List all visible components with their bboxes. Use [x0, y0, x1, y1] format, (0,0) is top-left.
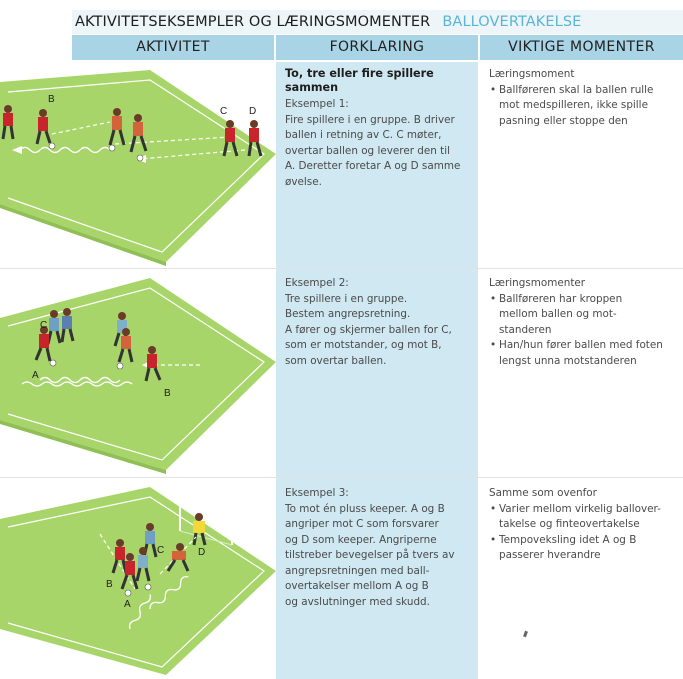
player-label-c: C	[157, 545, 165, 556]
page-title: AKTIVITETSEKSEMPLER OG LÆRINGSMOMENTER	[75, 14, 431, 30]
player-label-b: B	[106, 579, 113, 590]
example-label: Eksempel 1:	[285, 98, 349, 110]
explanation-line: overtar ballen og leverer den til	[285, 144, 451, 157]
pitch-diagram-example-3	[0, 479, 276, 679]
points-heading: Samme som ovenfor	[489, 487, 597, 499]
player-label-a: A	[32, 370, 39, 381]
row-divider	[0, 268, 683, 269]
explanation-example-3	[285, 486, 475, 610]
explanation-line: øvelse.	[285, 175, 322, 188]
key-points-example-1	[489, 67, 679, 129]
pitch-surface	[0, 70, 276, 262]
ball	[49, 143, 55, 149]
pitch-diagram-example-2	[0, 270, 276, 475]
ball	[50, 360, 56, 366]
explanation-example-2	[285, 276, 475, 369]
points-heading: Læringsmomenter	[489, 277, 586, 289]
explanation-line: angrepsretningen med ball-	[285, 564, 430, 577]
explanation-line: Fire spillere i en gruppe. B driver	[285, 113, 455, 126]
key-point: • Ballføreren skal la ballen rulle mot medspilleren, ikke spille pasning eller stoppe den	[489, 83, 679, 130]
explanation-line: Tre spillere i en gruppe.	[285, 292, 408, 305]
column-header-activity: AKTIVITET	[72, 35, 274, 60]
explanation-line: som overtar ballen.	[285, 354, 387, 367]
explanation-line: A. Deretter foretar A og D samme	[285, 160, 461, 172]
explanation-line: Bestem angrepsretning.	[285, 308, 411, 320]
player-label-c: C	[40, 320, 48, 331]
key-point: • Tempoveksling idet A og B passerer hverandre	[489, 533, 679, 564]
key-points-example-2	[489, 276, 679, 369]
player-label-c: C	[220, 106, 228, 117]
pitch-surface	[0, 278, 276, 470]
print-mark	[523, 631, 528, 638]
key-point: • Ballføreren har kroppen mellom ballen og mot- standeren	[489, 292, 679, 339]
player-label-a: A	[124, 599, 131, 610]
pitch-diagram-example-1	[0, 62, 276, 267]
points-heading: Læringsmoment	[489, 68, 575, 80]
page-title-accent: BALLOVERTAKELSE	[442, 14, 582, 30]
example-label: Eksempel 3:	[285, 487, 349, 499]
row-divider	[0, 477, 683, 478]
key-points-example-3	[489, 486, 679, 564]
explanation-line: tilstreber bevegelser på tvers av	[285, 549, 455, 561]
player-label-d: D	[249, 106, 257, 117]
example-label: Eksempel 2:	[285, 277, 349, 289]
explanation-line: og avslutninger med skudd.	[285, 595, 430, 608]
explanation-line: ballen i retning av C. C møter,	[285, 129, 442, 141]
player-label-b: B	[48, 94, 55, 105]
explanation-line: angriper mot C som forsvarer	[285, 518, 439, 530]
player-label-b: B	[164, 388, 171, 399]
ball	[125, 590, 131, 596]
row-heading: To, tre eller fire spillere sammen	[285, 67, 434, 94]
key-point: • Varier mellom virkelig ballover- takelse og finteovertakelse	[489, 502, 679, 533]
page-title-bar	[72, 10, 683, 34]
explanation-line: som er motstander, og mot B,	[285, 339, 442, 351]
player-label-d: D	[198, 547, 206, 558]
explanation-line: og D som keeper. Angriperne	[285, 533, 437, 546]
column-header-key-points: VIKTIGE MOMENTER	[480, 35, 683, 60]
explanation-line: To mot én pluss keeper. A og B	[285, 502, 445, 515]
column-header-explanation: FORKLARING	[276, 35, 478, 60]
explanation-example-1	[285, 67, 475, 190]
key-point: • Han/hun fører ballen med foten lengst unna motstanderen	[489, 338, 679, 369]
explanation-line: overtakelser mellom A og B	[285, 580, 429, 592]
explanation-line: A fører og skjermer ballen for C,	[285, 323, 452, 336]
